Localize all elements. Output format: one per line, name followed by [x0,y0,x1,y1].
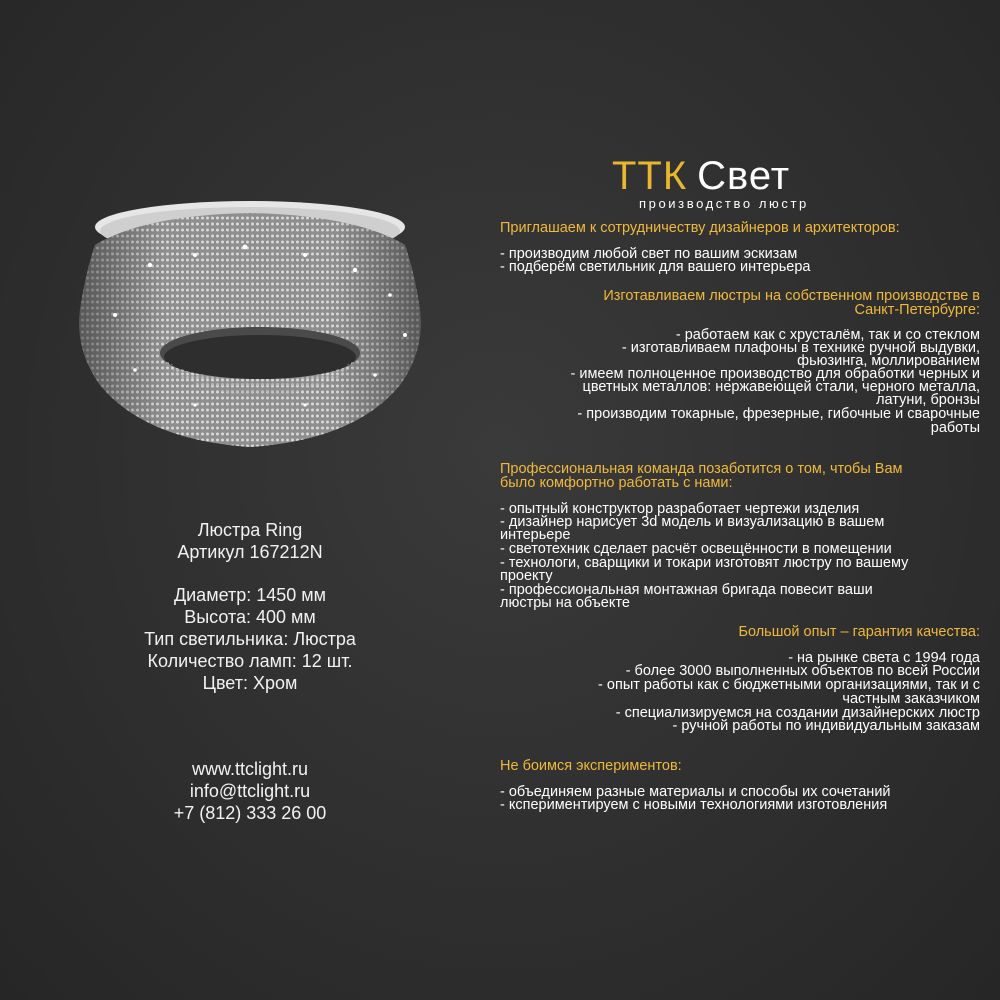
production-line: цветных металлов: нержавеющей стали, черного металла, [582,379,980,395]
production-line: - работаем как с хрусталём, так и со стеклом [675,327,980,343]
section-production-heading: Изготавливаем люстры на собственном производстве в [603,288,980,304]
spec-diameter: Диаметр: 1450 мм [173,585,327,605]
team-line: - опытный конструктор разработает чертежи изделия [500,501,860,517]
experience-line: - опыт работы как с бюджетными организациями, так и с [598,677,980,693]
spec-type: Тип светильника: Люстра [144,629,356,649]
production-line: - производим токарные, фрезерные, гибочные и сварочные [577,406,980,422]
company-logo [612,152,862,222]
experience-line: частным заказчиком [842,691,980,707]
spec-lamps: Количество ламп: 12 шт. [147,651,353,671]
logo-part-svet: Свет [697,154,791,198]
team-line: - профессиональная монтажная бригада повесит ваши [500,582,873,598]
section-team-heading: Профессиональная команда позаботится о том, чтобы Вам [500,461,903,477]
product-name: Люстра Ring [197,520,303,540]
team-line: - дизайнер нарисует 3d модель и визуализацию в вашем [500,514,885,530]
experience-line: - специализируемся на создании дизайнерских люстр [615,705,980,721]
section-production-heading-2: Санкт-Петербурге: [854,302,980,318]
production-line: латуни, бронзы [876,392,980,408]
production-line: - имеем полноценное производство для обработки черных и [570,366,980,382]
product-info [110,519,390,563]
logo-part-ttk: ТТК [612,154,688,198]
product-article: Артикул 167212N [177,542,323,562]
email-link[interactable]: info@ttclight.ru [189,781,311,801]
team-line: проекту [500,568,553,584]
spec-color: Цвет: Хром [202,673,298,693]
website-link[interactable]: www.ttclight.ru [191,759,309,779]
product-specs [110,584,390,694]
team-line: интерьере [500,527,571,543]
section-invite-heading: Приглашаем к сотрудничеству дизайнеров и архитекторов: [500,220,900,236]
production-line: - изготавливаем плафоны в технике ручной выдувки, [621,340,980,356]
spec-height: Высота: 400 мм [184,607,316,627]
logo-subtitle: производство люстр [639,196,809,211]
invite-line: - производим любой свет по вашим эскизам [500,246,798,262]
team-line: - технологи, сварщики и токари изготовят люстру по вашему [500,555,909,571]
contacts [110,758,390,824]
section-experiments-heading: Не боимся экспериментов: [500,758,682,774]
experience-line: - более 3000 выполненных объектов по всей России [625,663,980,679]
section-team-heading-2: было комфортно работать с нами: [500,475,733,491]
invite-line: - подберём светильник для вашего интерьера [500,259,811,275]
phone-number[interactable]: +7 (812) 333 26 00 [173,803,327,823]
production-line: работы [930,420,980,436]
experience-line: - ручной работы по индивидуальным заказам [672,718,980,734]
team-line: - светотехник сделает расчёт освещённости в помещении [500,541,892,557]
experiments-line: - кспериментируем с новыми технологиями изготовления [500,797,888,813]
team-line: люстры на объекте [500,595,630,611]
experience-line: - на рынке света с 1994 года [788,650,980,666]
section-experience-heading: Большой опыт – гарантия качества: [738,624,980,640]
experiments-line: - объединяем разные материалы и способы их сочетаний [500,784,891,800]
production-line: фьюзинга, моллированием [797,353,980,369]
chandelier-image [55,185,445,485]
